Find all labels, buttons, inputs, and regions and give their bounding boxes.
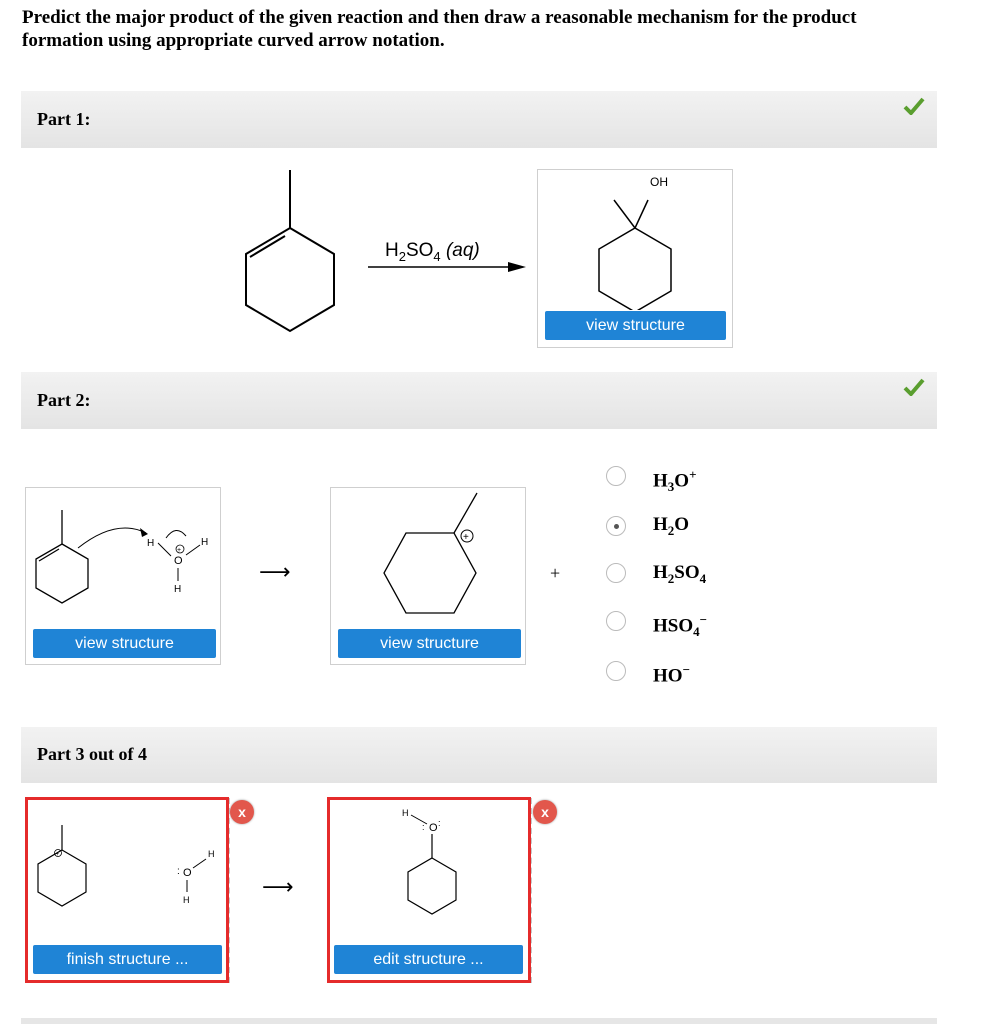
carbocation-structure [331, 488, 525, 628]
h-atom: H [183, 895, 190, 905]
reagent-sub4: 4 [433, 248, 441, 264]
option-text: H [653, 562, 668, 583]
part3-right-structure [330, 800, 530, 940]
option-sup: + [689, 467, 697, 482]
option-sup: − [699, 612, 708, 627]
option-ho[interactable] [653, 662, 690, 687]
lone-pair: : [177, 866, 180, 877]
part1-header [21, 91, 937, 148]
lone-pair: : [438, 818, 441, 828]
part2-left-view-structure-button[interactable]: view structure [33, 629, 216, 658]
radio-hso4[interactable] [606, 611, 626, 631]
option-sub: 2 [667, 570, 675, 586]
h-atom: H [402, 808, 409, 818]
part3-left-close-icon[interactable]: x [230, 800, 254, 824]
plus-sign: + [550, 563, 561, 583]
protonation-mechanism-structure [26, 488, 220, 628]
radio-h2o[interactable] [606, 516, 626, 536]
lone-pair: : [422, 822, 425, 832]
check-icon [903, 97, 925, 115]
option-sub: 4 [693, 624, 700, 640]
part2-left-panel [25, 487, 221, 665]
option-text: SO [674, 562, 700, 583]
reagent-so: SO [405, 240, 434, 261]
option-text: HO [653, 665, 683, 687]
part2-arrow: ⟶ [259, 560, 291, 585]
part3-right-close-icon[interactable]: x [533, 800, 557, 824]
part2-right-panel [330, 487, 526, 665]
part1-label: Part 1: [37, 109, 91, 129]
product-oh-label: OH [650, 175, 668, 189]
h-atom: H [201, 537, 209, 548]
option-text: O [674, 514, 690, 535]
radio-ho[interactable] [606, 661, 626, 681]
edit-structure-button[interactable]: edit structure ... [334, 945, 523, 974]
reaction-arrow [368, 262, 528, 274]
option-sup: − [682, 662, 690, 677]
part3-header [21, 727, 937, 783]
part3-label: Part 3 out of 4 [37, 744, 147, 764]
check-icon [903, 378, 925, 396]
option-hso4[interactable] [653, 612, 707, 640]
o-atom: O [429, 822, 438, 834]
charge-symbol: + [463, 532, 469, 543]
finish-structure-button[interactable]: finish structure ... [33, 945, 222, 974]
charge-symbol: + [177, 547, 182, 554]
h-atom: H [147, 538, 155, 549]
part2-header [21, 372, 937, 429]
radio-h3o[interactable] [606, 466, 626, 486]
reagent-label [385, 240, 480, 264]
option-sub: 3 [667, 479, 675, 495]
radio-h2so4[interactable] [606, 563, 626, 583]
h-atom: H [208, 849, 215, 859]
option-text: HSO [653, 615, 694, 637]
product-panel [537, 169, 733, 348]
option-text: O [674, 470, 690, 492]
part1-view-structure-button[interactable]: view structure [545, 311, 726, 340]
reagent-aq: (aq) [445, 240, 480, 261]
question-text: Predict the major product of the given reaction and then draw a reasonable mechanism for the product formation using appropriate curved arrow notation. [22, 7, 857, 51]
charge-symbol: + [55, 852, 60, 858]
part3-arrow: ⟶ [262, 875, 294, 900]
part3-left-structure [28, 800, 228, 940]
reactant-structure [235, 168, 345, 343]
h-atom: H [174, 584, 182, 595]
option-sub: 2 [667, 522, 675, 538]
o-atom: O [174, 555, 183, 567]
part4-header-edge [21, 1018, 937, 1024]
radio-selected-dot [614, 524, 619, 529]
option-h2o[interactable] [653, 514, 689, 539]
option-h3o[interactable] [653, 467, 696, 495]
option-text: H [653, 514, 668, 535]
option-h2so4[interactable] [653, 562, 706, 587]
reagent-h: H [385, 240, 399, 261]
part2-right-view-structure-button[interactable]: view structure [338, 629, 521, 658]
o-atom: O [183, 867, 192, 879]
option-text: H [653, 470, 668, 492]
product-structure [538, 170, 732, 310]
part2-label: Part 2: [37, 390, 91, 410]
reagent-sub2: 2 [398, 248, 406, 264]
option-sub: 4 [699, 570, 707, 586]
